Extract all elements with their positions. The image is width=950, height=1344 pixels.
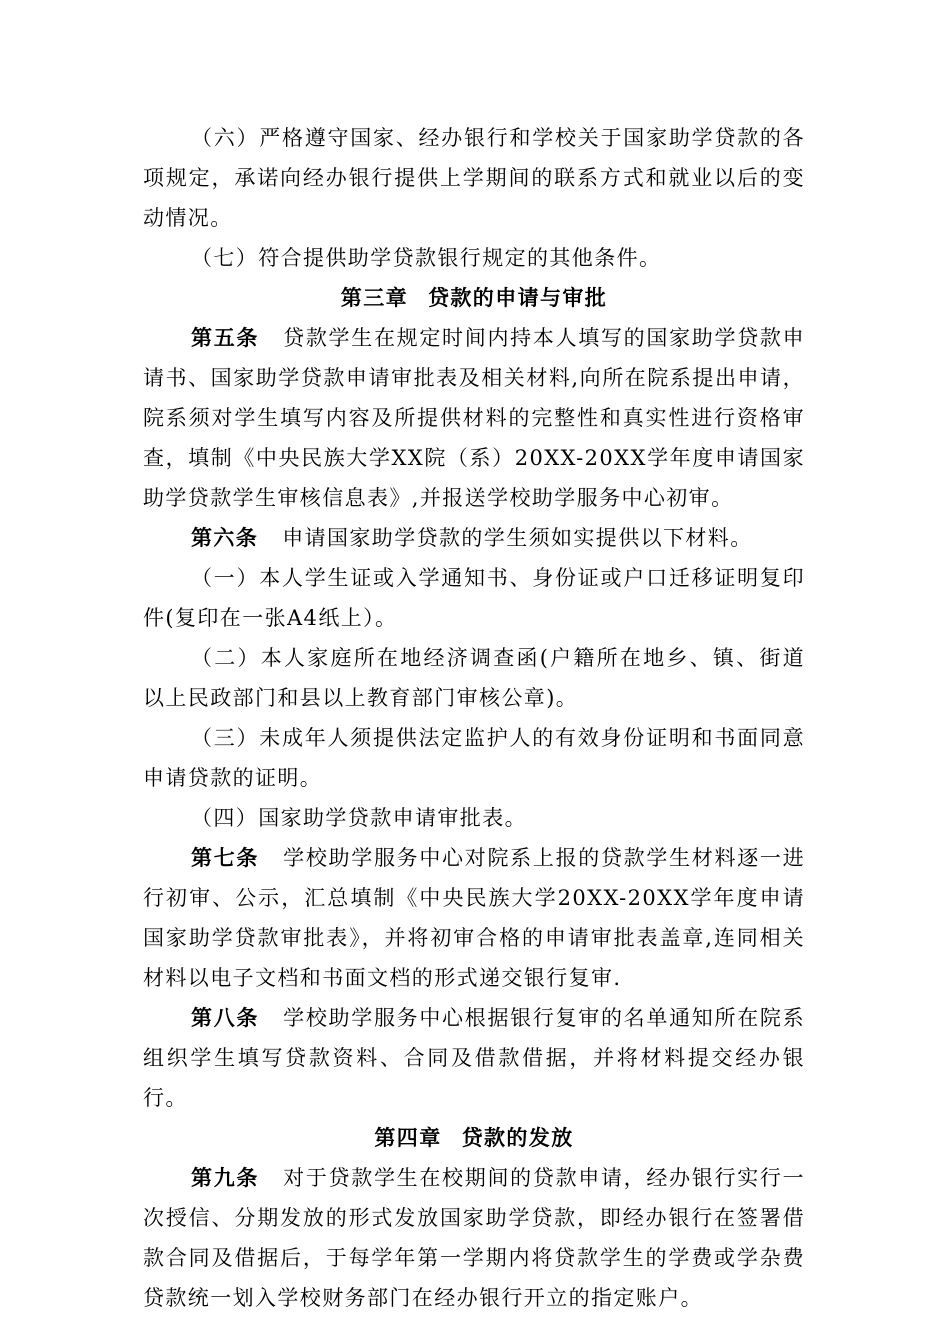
material-3: （三）未成年人须提供法定监护人的有效身份证明和书面同意申请贷款的证明。 xyxy=(143,726,805,790)
article-text: 对于贷款学生在校期间的贷款申请，经办银行实行一次授信、分期发放的形式发放国家助学贷款，即经办银行在签署借款合同及借据后，于每学年第一学期内将贷款学生的学费或学杂费贷款统一划入学校财务部门在经办银行开立的指定账户。 xyxy=(143,1166,806,1310)
article-text: 学校助学服务中心对院系上报的贷款学生材料逐一进行初审、公示，汇总填制《中央民族大学20XX-20XX学年度申请国家助学贷款审批表》，并将初审合格的申请审批表盖章,连同相关材料以电子文档和书面文档的形式递交银行复审. xyxy=(143,846,806,990)
clause-6: （六）严格遵守国家、经办银行和学校关于国家助学贷款的各项规定，承诺向经办银行提供上学期间的联系方式和就业以后的变动情况。 xyxy=(143,126,805,230)
article-label: 第五条 xyxy=(191,325,260,350)
article-7 xyxy=(143,838,805,998)
article-label: 第八条 xyxy=(191,1005,260,1030)
article-5 xyxy=(143,318,805,518)
chapter-number: 第三章 xyxy=(340,285,408,310)
chapter-title: 贷款的发放 xyxy=(461,1125,574,1150)
document-page xyxy=(143,118,805,1318)
material-4: （四）国家助学贷款申请审批表。 xyxy=(191,806,527,830)
chapter-title: 贷款的申请与审批 xyxy=(428,285,608,310)
article-label: 第九条 xyxy=(191,1165,260,1190)
article-text: 学校助学服务中心根据银行复审的名单通知所在院系组织学生填写贷款资料、合同及借款借据，并将材料提交经办银行。 xyxy=(143,1006,806,1110)
material-1: （一）本人学生证或入学通知书、身份证或户口迁移证明复印件(复印在一张A4纸上）。 xyxy=(143,566,805,630)
chapter-number: 第四章 xyxy=(374,1125,442,1150)
material-2: （二）本人家庭所在地经济调查函(户籍所在地乡、镇、街道以上民政部门和县以上教育部门审核公章)。 xyxy=(143,646,805,710)
article-8 xyxy=(143,998,805,1118)
clause-7: （七）符合提供助学贷款银行规定的其他条件。 xyxy=(191,246,662,270)
article-text: 贷款学生在规定时间内持本人填写的国家助学贷款申请书、国家助学贷款申请审批表及相关材料,向所在院系提出申请，院系须对学生填写内容及所提供材料的完整性和真实性进行资格审查，填制《中央民族大学XX院（系）20XX-20XX学年度申请国家助学贷款学生审核信息表》,并报送学校助学服务中心初审。 xyxy=(143,326,806,510)
article-9 xyxy=(143,1158,805,1318)
article-label: 第七条 xyxy=(191,845,260,870)
chapter-heading-3 xyxy=(143,278,805,318)
article-label: 第六条 xyxy=(191,525,259,550)
article-text: 申请国家助学贷款的学生须如实提供以下材料。 xyxy=(282,526,753,550)
article-6 xyxy=(143,518,805,558)
chapter-heading-4 xyxy=(143,1118,805,1158)
